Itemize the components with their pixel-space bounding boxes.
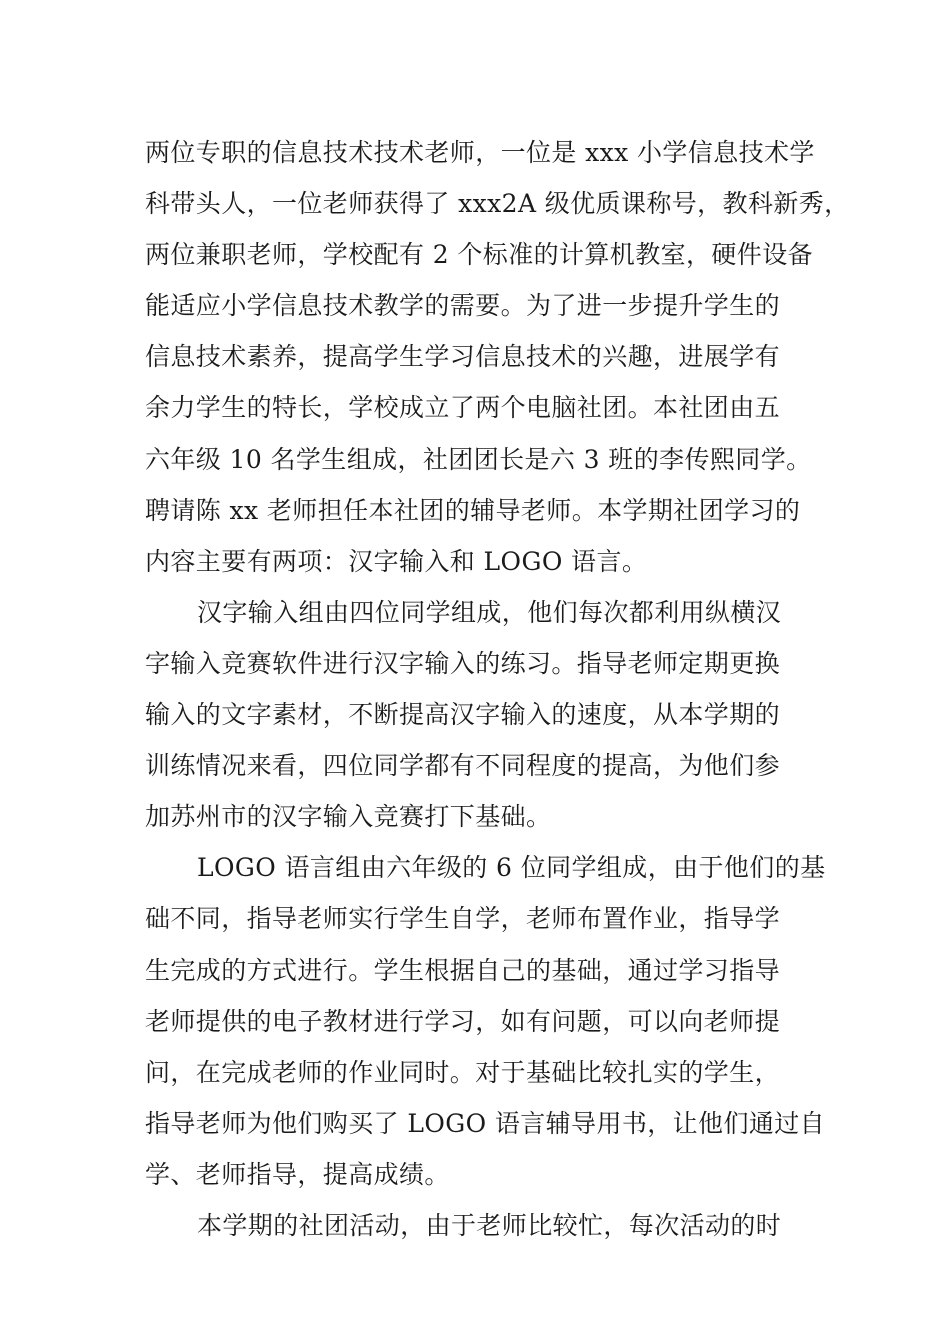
text-line: 训练情况来看，四位同学都有不同程度的提高，为他们参 — [145, 751, 781, 781]
paragraph-start-line: 本学期的社团活动，由于老师比较忙，每次活动的时 — [197, 1210, 782, 1240]
text-line: 指导老师为他们购买了 LOGO 语言辅导用书，让他们通过自 — [145, 1108, 826, 1138]
text-line: 学、老师指导，提高成绩。 — [145, 1159, 450, 1189]
document-body — [145, 127, 850, 1251]
text-line: 生完成的方式进行。学生根据自己的基础，通过学习指导 — [145, 955, 781, 985]
paragraph-start-line: LOGO 语言组由六年级的 6 位同学组成，由于他们的基 — [197, 853, 826, 883]
text-line: 余力学生的特长，学校成立了两个电脑社团。本社团由五 — [145, 393, 781, 423]
text-line: 信息技术素养，提高学生学习信息技术的兴趣，进展学有 — [145, 342, 781, 372]
text-line: 础不同，指导老师实行学生自学，老师布置作业，指导学 — [145, 904, 781, 934]
text-line: 两位专职的信息技术技术老师，一位是 xxx 小学信息技术学 — [145, 138, 815, 167]
text-line: 问，在完成老师的作业同时。对于基础比较扎实的学生， — [145, 1057, 781, 1087]
text-line: 科带头人，一位老师获得了 xxx2A 级优质课称号，教科新秀， — [145, 189, 850, 219]
text-line: 六年级 10 名学生组成，社团团长是六 3 班的李传熙同学。 — [145, 444, 812, 474]
text-line: 老师提供的电子教材进行学习，如有问题，可以向老师提 — [145, 1006, 781, 1036]
text-line: 内容主要有两项：汉字输入和 LOGO 语言。 — [145, 546, 648, 576]
text-line: 字输入竞赛软件进行汉字输入的练习。指导老师定期更换 — [145, 648, 781, 678]
text-line: 聘请陈 xx 老师担任本社团的辅导老师。本学期社团学习的 — [145, 495, 801, 525]
text-line: 加苏州市的汉字输入竞赛打下基础。 — [145, 802, 552, 832]
text-line: 两位兼职老师，学校配有 2 个标准的计算机教室，硬件设备 — [145, 240, 814, 270]
text-line: 能适应小学信息技术教学的需要。为了进一步提升学生的 — [145, 291, 781, 321]
paragraph-start-line: 汉字输入组由四位同学组成，他们每次都利用纵横汉 — [197, 597, 782, 627]
text-line: 输入的文字素材，不断提高汉字输入的速度，从本学期的 — [145, 700, 781, 730]
